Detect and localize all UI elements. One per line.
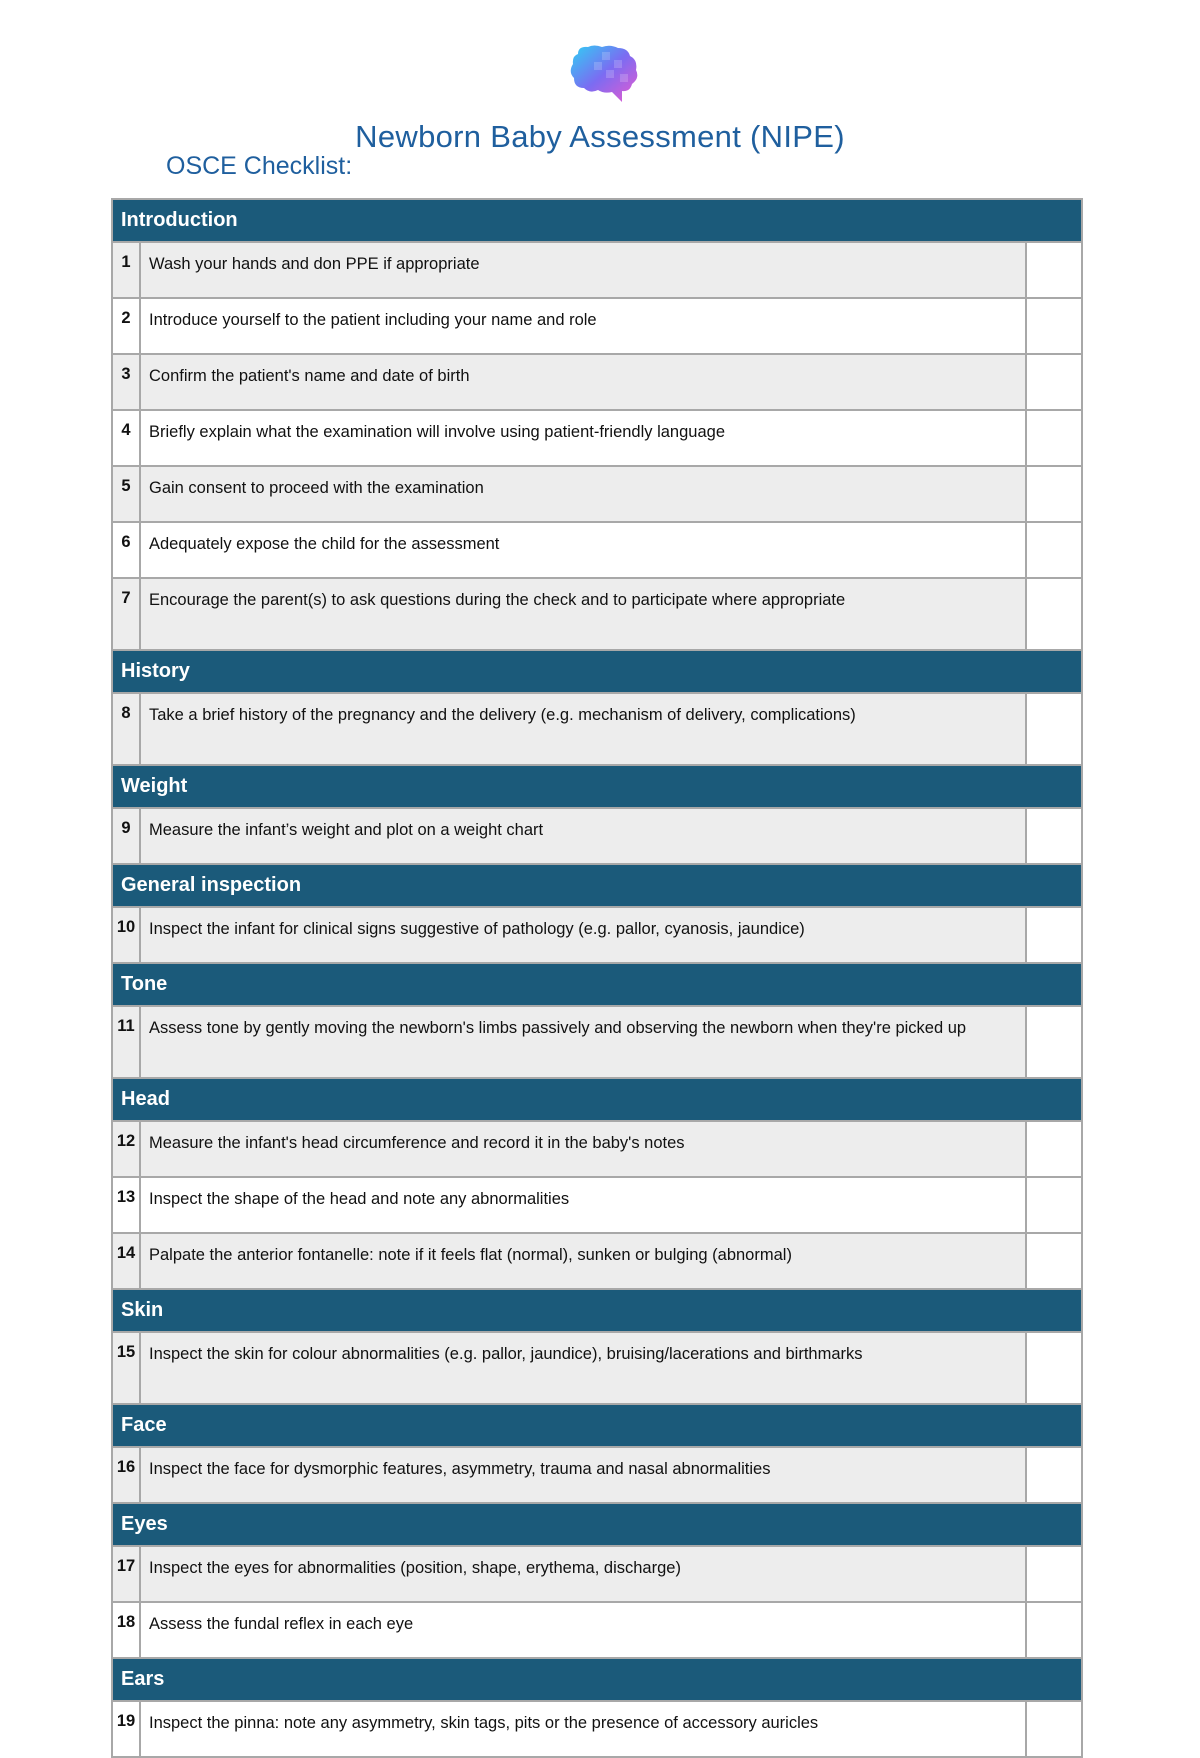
checklist-table [111, 198, 1083, 1758]
item-number: 3 [112, 354, 140, 410]
section-header-general-inspection: General inspection [112, 864, 1082, 907]
checkbox-cell[interactable] [1026, 1546, 1082, 1602]
checklist-item [112, 298, 1082, 354]
item-text: Measure the infant's head circumference and record it in the baby's notes [140, 1121, 1026, 1177]
checkbox-cell[interactable] [1026, 298, 1082, 354]
checkbox-cell[interactable] [1026, 808, 1082, 864]
item-text: Inspect the eyes for abnormalities (position, shape, erythema, discharge) [140, 1546, 1026, 1602]
checklist-item [112, 1546, 1082, 1602]
checkbox-cell[interactable] [1026, 1177, 1082, 1233]
item-number: 19 [112, 1701, 140, 1757]
page-subtitle: OSCE Checklist: [166, 152, 353, 180]
checklist-item [112, 1701, 1082, 1757]
section-header-face: Face [112, 1404, 1082, 1447]
item-number: 17 [112, 1546, 140, 1602]
section-header-history: History [112, 650, 1082, 693]
item-number: 1 [112, 242, 140, 298]
item-text: Encourage the parent(s) to ask questions during the check and to participate where appropriate [140, 578, 1026, 650]
checkbox-cell[interactable] [1026, 522, 1082, 578]
page-title: Newborn Baby Assessment (NIPE) [355, 119, 845, 154]
section-header-introduction: Introduction [112, 199, 1082, 242]
item-text: Introduce yourself to the patient including your name and role [140, 298, 1026, 354]
item-text: Inspect the infant for clinical signs suggestive of pathology (e.g. pallor, cyanosis, jaundice) [140, 907, 1026, 963]
checklist-item [112, 1233, 1082, 1289]
checkbox-cell[interactable] [1026, 907, 1082, 963]
item-text: Inspect the pinna: note any asymmetry, skin tags, pits or the presence of accessory auricles [140, 1701, 1026, 1757]
checkbox-cell[interactable] [1026, 578, 1082, 650]
checklist-item [112, 466, 1082, 522]
section-header-head: Head [112, 1078, 1082, 1121]
checkbox-cell[interactable] [1026, 410, 1082, 466]
checkbox-cell[interactable] [1026, 1121, 1082, 1177]
item-text: Measure the infant’s weight and plot on a weight chart [140, 808, 1026, 864]
checklist-item [112, 1006, 1082, 1078]
item-number: 4 [112, 410, 140, 466]
checklist-item [112, 1121, 1082, 1177]
section-header-eyes: Eyes [112, 1503, 1082, 1546]
item-text: Confirm the patient's name and date of birth [140, 354, 1026, 410]
checklist-item [112, 808, 1082, 864]
item-number: 15 [112, 1332, 140, 1404]
checklist-item [112, 1177, 1082, 1233]
item-text: Briefly explain what the examination will involve using patient-friendly language [140, 410, 1026, 466]
item-text: Palpate the anterior fontanelle: note if it feels flat (normal), sunken or bulging (abnormal) [140, 1233, 1026, 1289]
item-number: 12 [112, 1121, 140, 1177]
checklist-item [112, 578, 1082, 650]
item-number: 11 [112, 1006, 140, 1078]
item-number: 9 [112, 808, 140, 864]
section-header-weight: Weight [112, 765, 1082, 808]
item-number: 14 [112, 1233, 140, 1289]
checklist-item [112, 693, 1082, 765]
checklist-item [112, 1447, 1082, 1503]
checklist-item [112, 242, 1082, 298]
item-text: Take a brief history of the pregnancy and the delivery (e.g. mechanism of delivery, complications) [140, 693, 1026, 765]
item-number: 10 [112, 907, 140, 963]
checklist-item [112, 354, 1082, 410]
checkbox-cell[interactable] [1026, 1233, 1082, 1289]
checklist-item [112, 1602, 1082, 1658]
item-number: 5 [112, 466, 140, 522]
checkbox-cell[interactable] [1026, 242, 1082, 298]
checkbox-cell[interactable] [1026, 693, 1082, 765]
item-text: Wash your hands and don PPE if appropriate [140, 242, 1026, 298]
checklist-item [112, 1332, 1082, 1404]
brain-icon [568, 44, 644, 110]
checkbox-cell[interactable] [1026, 1006, 1082, 1078]
item-number: 6 [112, 522, 140, 578]
checkbox-cell[interactable] [1026, 1701, 1082, 1757]
section-header-skin: Skin [112, 1289, 1082, 1332]
item-text: Gain consent to proceed with the examination [140, 466, 1026, 522]
item-text: Inspect the shape of the head and note any abnormalities [140, 1177, 1026, 1233]
checkbox-cell[interactable] [1026, 1332, 1082, 1404]
item-text: Assess the fundal reflex in each eye [140, 1602, 1026, 1658]
checklist-item [112, 522, 1082, 578]
item-text: Inspect the skin for colour abnormalities (e.g. pallor, jaundice), bruising/lacerations and birthmarks [140, 1332, 1026, 1404]
checkbox-cell[interactable] [1026, 1602, 1082, 1658]
item-text: Inspect the face for dysmorphic features, asymmetry, trauma and nasal abnormalities [140, 1447, 1026, 1503]
checkbox-cell[interactable] [1026, 1447, 1082, 1503]
item-text: Adequately expose the child for the assessment [140, 522, 1026, 578]
item-number: 13 [112, 1177, 140, 1233]
section-header-tone: Tone [112, 963, 1082, 1006]
checkbox-cell[interactable] [1026, 466, 1082, 522]
item-number: 7 [112, 578, 140, 650]
checkbox-cell[interactable] [1026, 354, 1082, 410]
item-number: 2 [112, 298, 140, 354]
checklist-item [112, 907, 1082, 963]
item-number: 16 [112, 1447, 140, 1503]
item-number: 18 [112, 1602, 140, 1658]
checklist-item [112, 410, 1082, 466]
section-header-ears: Ears [112, 1658, 1082, 1701]
item-text: Assess tone by gently moving the newborn's limbs passively and observing the newborn when they're picked up [140, 1006, 1026, 1078]
item-number: 8 [112, 693, 140, 765]
